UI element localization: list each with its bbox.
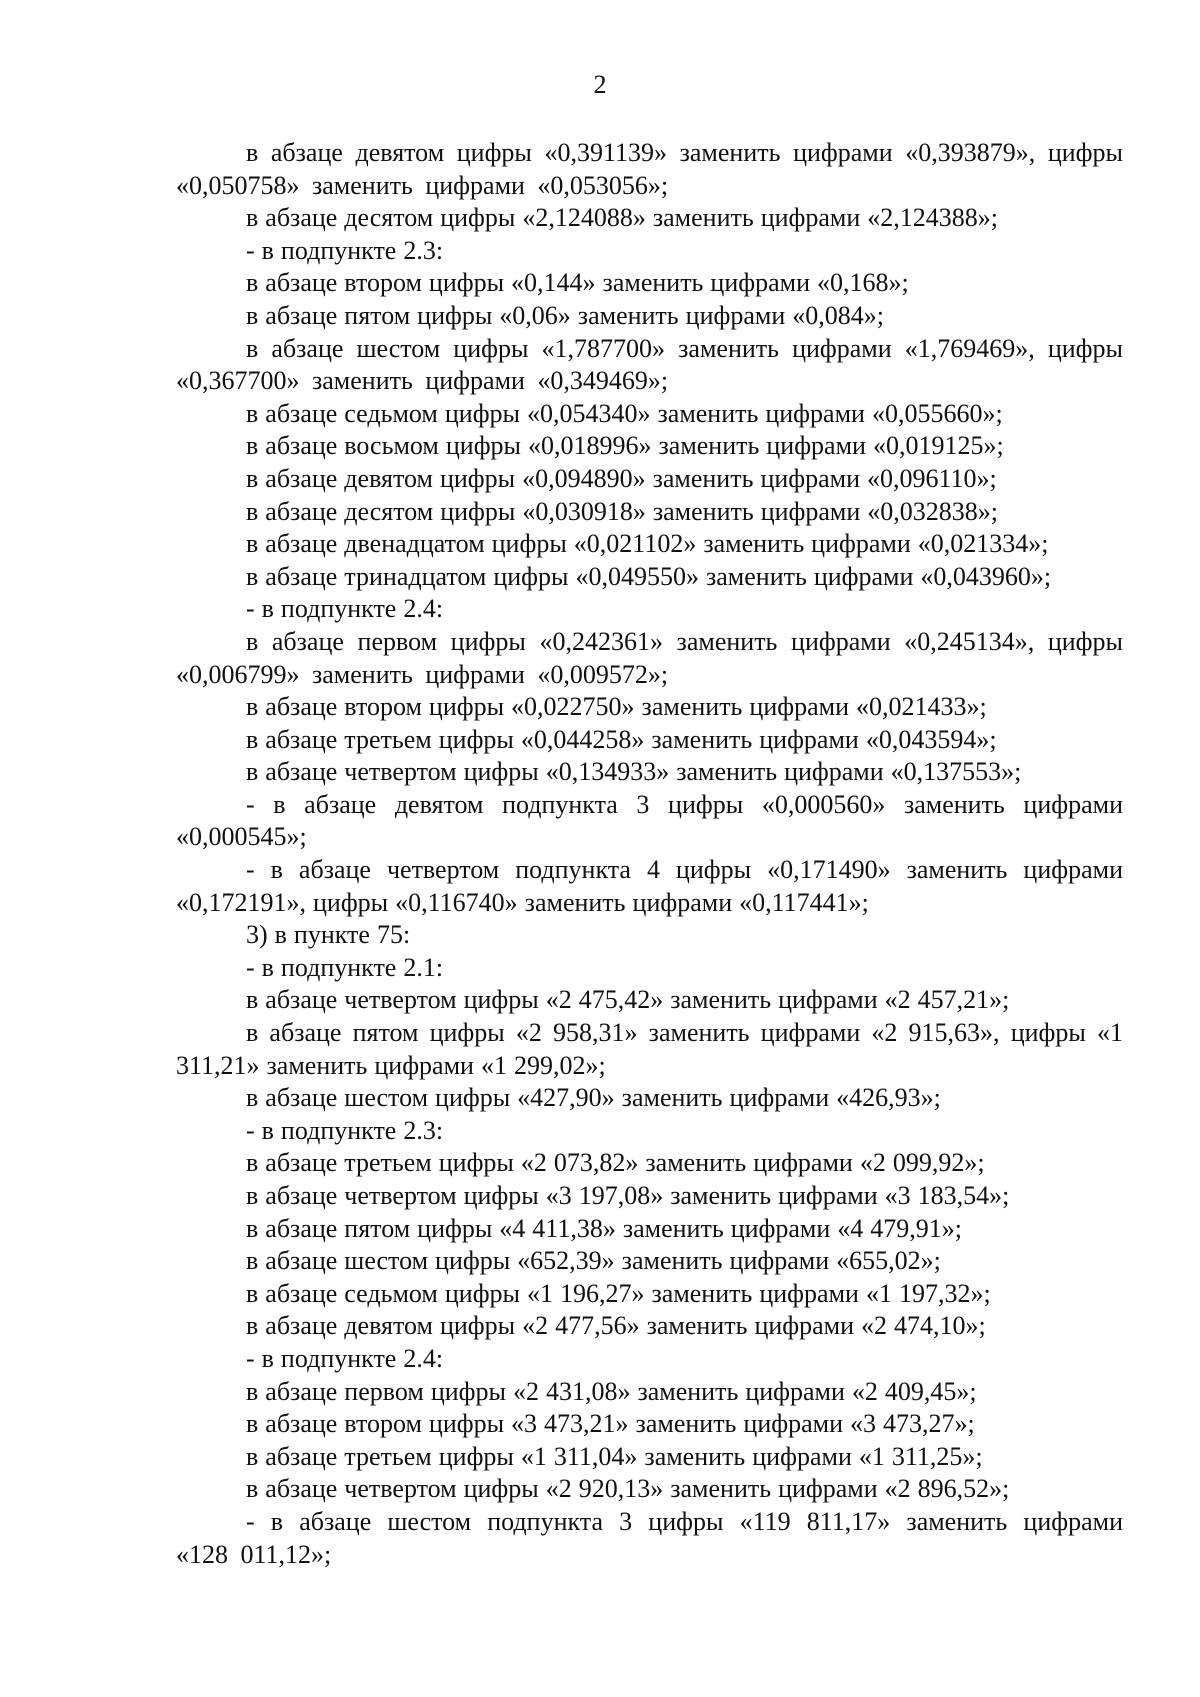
paragraph: в абзаце двенадцатом цифры «0,021102» заменить цифрами «0,021334»; (246, 529, 1049, 559)
document-body (176, 137, 1123, 1571)
page-number: 2 (593, 70, 607, 99)
paragraph: в абзаце четвертом цифры «3 197,08» заменить цифрами «3 183,54»; (246, 1181, 1010, 1210)
paragraph: в абзаце первом цифры «2 431,08» заменить цифрами «2 409,45»; (246, 1376, 977, 1406)
paragraph: в абзаце восьмом цифры «0,018996» заменить цифрами «0,019125»; (246, 431, 1004, 461)
paragraph: в абзаце третьем цифры «1 311,04» заменить цифрами «1 311,25»; (246, 1441, 983, 1471)
paragraph: в абзаце пятом цифры «0,06» заменить цифрами «0,084»; (246, 300, 884, 330)
paragraph: в абзаце первом цифры «0,242361» заменить цифрами «0,245134», цифры «0,006799» заменить цифрами «0,009572»; (176, 626, 1123, 689)
paragraph: в абзаце девятом цифры «0,391139» заменить цифрами «0,393879», цифры «0,050758» заменить цифрами «0,053056»; (176, 138, 1123, 200)
paragraph: в абзаце третьем цифры «2 073,82» заменить цифрами «2 099,92»; (246, 1148, 985, 1178)
paragraph: в абзаце шестом цифры «652,39» заменить цифрами «655,02»; (246, 1246, 941, 1276)
paragraph: в абзаце седьмом цифры «0,054340» заменить цифрами «0,055660»; (246, 398, 1003, 428)
paragraph: в абзаце седьмом цифры «1 196,27» заменить цифрами «1 197,32»; (246, 1278, 991, 1308)
paragraph: в абзаце четвертом цифры «0,134933» заменить цифрами «0,137553»; (246, 757, 1022, 787)
paragraph: в абзаце четвертом цифры «2 475,42» заменить цифрами «2 457,21»; (246, 985, 1010, 1015)
paragraph: - в абзаце четвертом подпункта 4 цифры «0,171490» заменить цифрами «0,172191», цифры «0,116740» заменить цифрами «0,117441»; (176, 855, 1123, 917)
paragraph: в абзаце девятом цифры «2 477,56» заменить цифрами «2 474,10»; (246, 1311, 986, 1341)
paragraph: в абзаце четвертом цифры «2 920,13» заменить цифрами «2 896,52»; (246, 1474, 1010, 1504)
paragraph: - в подпункте 2.3: (246, 1115, 444, 1145)
paragraph: 3) в пункте 75: (246, 920, 411, 950)
paragraph: в абзаце шестом цифры «1,787700» заменить цифрами «1,769469», цифры «0,367700» заменить цифрами «0,349469»; (176, 333, 1123, 396)
paragraph: в абзаце девятом цифры «0,094890» заменить цифрами «0,096110»; (246, 463, 997, 493)
paragraph: в абзаце десятом цифры «0,030918» заменить цифрами «0,032838»; (246, 496, 999, 526)
paragraph: в абзаце пятом цифры «4 411,38» заменить цифрами «4 479,91»; (246, 1213, 962, 1243)
paragraph: в абзаце втором цифры «0,022750» заменить цифрами «0,021433»; (246, 692, 987, 722)
paragraph: в абзаце шестом цифры «427,90» заменить цифрами «426,93»; (246, 1083, 941, 1113)
paragraph: в абзаце десятом цифры «2,124088» заменить цифрами «2,124388»; (246, 203, 999, 233)
paragraph: в абзаце втором цифры «3 473,21» заменить цифрами «3 473,27»; (246, 1409, 975, 1439)
paragraph: - в подпункте 2.3: (246, 235, 444, 265)
paragraph: - в подпункте 2.4: (246, 594, 444, 624)
paragraph: - в абзаце шестом подпункта 3 цифры «119 811,17» заменить цифрами «128 011,12»; (176, 1506, 1123, 1569)
paragraph: - в подпункте 2.1: (246, 952, 444, 982)
paragraph: в абзаце тринадцатом цифры «0,049550» заменить цифрами «0,043960»; (246, 561, 1052, 591)
paragraph: - в абзаце девятом подпункта 3 цифры «0,000560» заменить цифрами «0,000545»; (176, 789, 1123, 852)
paragraph: - в подпункте 2.4: (246, 1343, 444, 1373)
paragraph: в абзаце третьем цифры «0,044258» заменить цифрами «0,043594»; (246, 724, 997, 754)
paragraph: в абзаце пятом цифры «2 958,31» заменить цифрами «2 915,63», цифры «1 311,21» заменить цифрами «1 299,02»; (176, 1018, 1123, 1080)
paragraph: в абзаце втором цифры «0,144» заменить цифрами «0,168»; (246, 268, 909, 298)
